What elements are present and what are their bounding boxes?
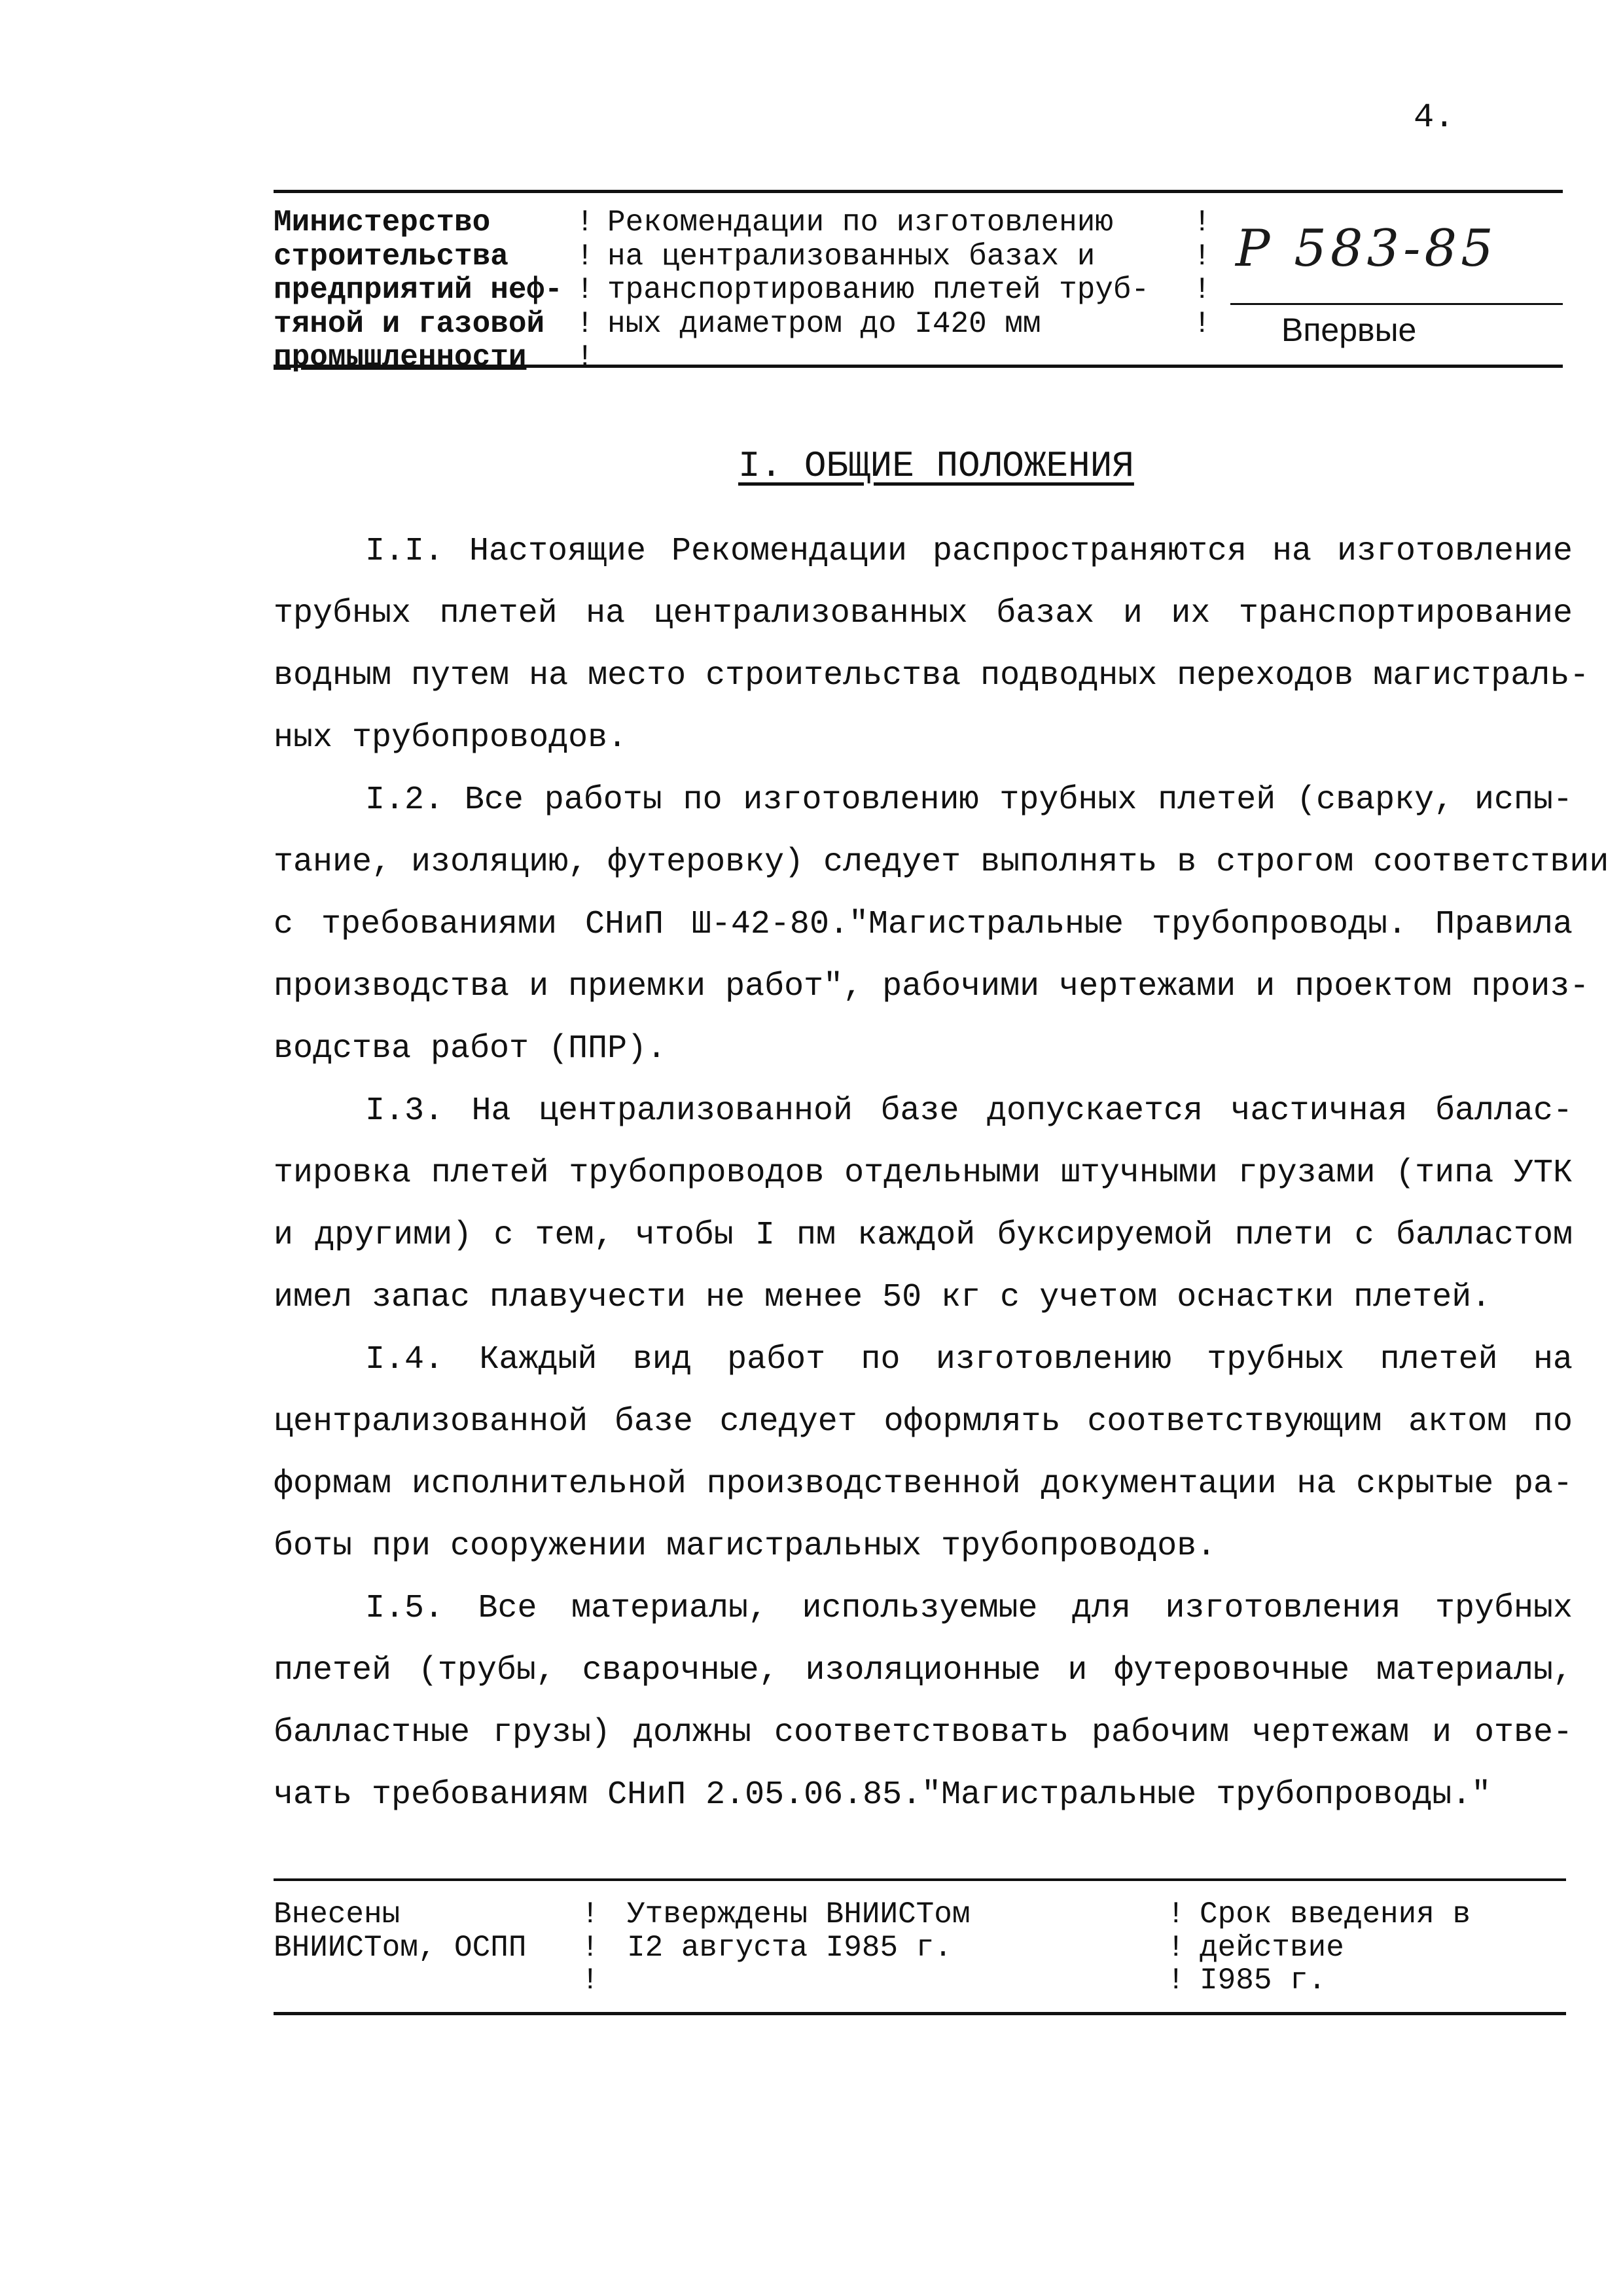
text-line: плетей (трубы, сварочные, изоляционные и футеровочные материалы,	[274, 1652, 1573, 1689]
text-line: с требованиями СНиП Ш-42-80."Магистральные трубопроводы. Правила	[274, 906, 1573, 943]
text-line: I.3. На централизованной базе допускается частичная баллас-	[365, 1092, 1573, 1130]
ministry-line: промышленности	[274, 340, 527, 375]
column-separator: ! ! !	[1167, 1897, 1185, 1998]
title-line: Рекомендации по изготовлению	[607, 206, 1113, 240]
title-line: транспортированию плетей труб-	[607, 273, 1150, 308]
ministry-line: Министерство	[274, 206, 491, 240]
submitted-line: ВНИИСТом, ОСПП	[274, 1930, 527, 1965]
text-line: имел запас плавучести не менее 50 кг с учетом оснастки плетей.	[274, 1279, 1491, 1316]
text-line: чать требованиям СНиП 2.05.06.85."Магистральные трубопроводы."	[274, 1776, 1491, 1814]
text-line: водства работ (ППР).	[274, 1030, 667, 1067]
text-line: I.2. Все работы по изготовлению трубных плетей (сварку, испы-	[365, 781, 1573, 819]
effective-line: Срок введения в	[1200, 1897, 1471, 1931]
text-line: формам исполнительной производственной документации на скрытые ра-	[274, 1465, 1573, 1503]
text-line: I.5. Все материалы, используемые для изготовления трубных	[365, 1590, 1573, 1627]
effective-line: действие	[1200, 1930, 1344, 1965]
text-line: боты при сооружении магистральных трубопроводов.	[274, 1528, 1217, 1565]
paragraph-1-1	[274, 520, 1590, 769]
ministry-line: предприятий неф-	[274, 273, 563, 308]
approved-by	[627, 1898, 971, 1964]
ministry-line: тяной и газовой	[274, 306, 545, 341]
text-line: централизованной базе следует оформлять соответствующим актом по	[274, 1403, 1573, 1441]
text-line: производства и приемки работ", рабочими чертежами и проектом произ-	[274, 968, 1590, 1005]
approved-line: Утверждены ВНИИСТом	[627, 1897, 971, 1931]
title-line: на централизованных базах и	[607, 239, 1096, 274]
document-title	[607, 206, 1183, 341]
status-label: Впервые	[1281, 312, 1417, 348]
text-line: трубных плетей на централизованных базах и их транспортирование	[274, 595, 1573, 632]
text-line: балластные грузы) должны соответствовать рабочим чертежам и отве-	[274, 1714, 1573, 1751]
header-divider	[1230, 303, 1563, 305]
section-title: I. ОБЩИЕ ПОЛОЖЕНИЯ	[738, 445, 1134, 487]
title-line: ных диаметром до I420 мм	[607, 306, 1041, 341]
text-line: водным путем на место строительства подводных переходов магистраль-	[274, 657, 1590, 694]
column-separator: ! ! ! ! !	[576, 206, 594, 375]
document-code: Р 583-85	[1236, 219, 1497, 278]
effective-date	[1200, 1898, 1471, 1998]
ministry-name	[274, 206, 575, 375]
ministry-line: строительства	[274, 239, 508, 274]
text-line: тировка плетей трубопроводов отдельными штучными грузами (типа УТК	[274, 1155, 1573, 1192]
document-footer	[274, 1878, 1566, 2015]
submitted-line: Внесены	[274, 1897, 401, 1931]
text-line: и другими) с тем, чтобы I пм каждой буксируемой плети с балластом	[274, 1217, 1573, 1254]
column-separator: ! ! !	[581, 1897, 599, 1998]
document-header	[274, 190, 1563, 375]
paragraph-1-2	[274, 769, 1609, 1080]
text-line: тание, изоляцию, футеровку) следует выполнять в строгом соответствии	[274, 844, 1609, 881]
effective-line: I985 г.	[1200, 1964, 1327, 1998]
document-body	[274, 520, 1609, 1826]
approved-line: I2 августа I985 г.	[627, 1930, 952, 1965]
paragraph-1-4	[274, 1329, 1573, 1577]
submitted-by	[274, 1898, 526, 1964]
paragraph-1-3	[274, 1080, 1573, 1329]
column-separator: ! ! ! !	[1193, 206, 1211, 341]
text-line: I.4. Каждый вид работ по изготовлению трубных плетей на	[365, 1341, 1573, 1378]
paragraph-1-5	[274, 1577, 1573, 1826]
page-number: 4.	[1414, 98, 1455, 137]
text-line: I.I. Настоящие Рекомендации распространяются на изготовление	[365, 533, 1573, 570]
text-line: ных трубопроводов.	[274, 719, 628, 757]
